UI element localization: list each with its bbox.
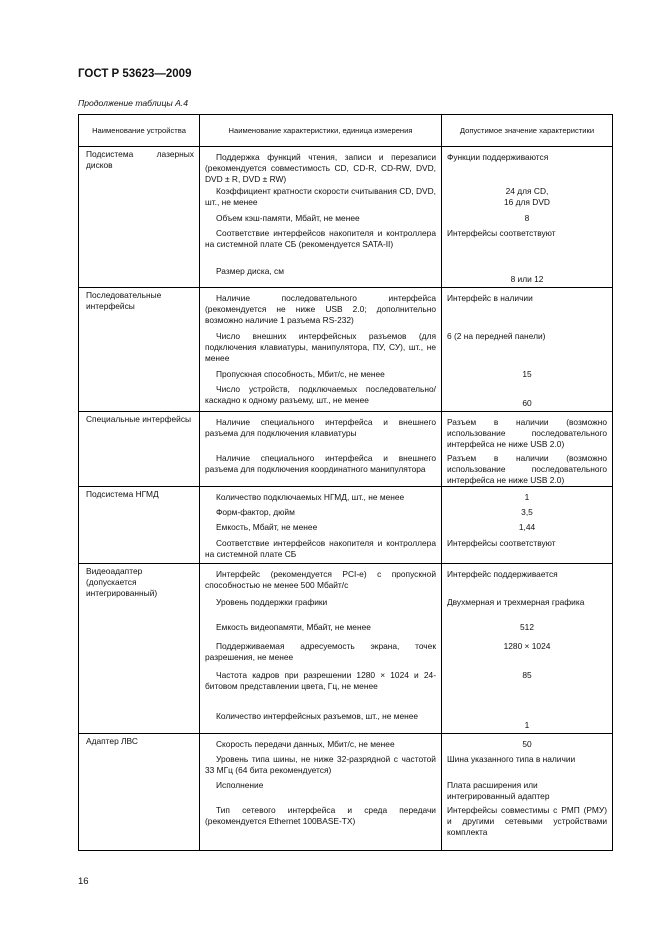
characteristic-text: Наличие последовательного интерфейса (рекомендуется не ниже USB 2.0; дополнительно возможно наличие 1 разъема RS-232) bbox=[205, 293, 436, 325]
value-text: Интерфейсы соответствуют bbox=[447, 228, 556, 238]
characteristic-text: Емкость, Мбайт, не менее bbox=[216, 522, 318, 532]
value-text: 85 bbox=[522, 670, 532, 680]
characteristics-cell bbox=[200, 564, 442, 734]
device-name-cell: Специальные интерфейсы bbox=[79, 412, 200, 487]
value-text: 8 или 12 bbox=[510, 274, 544, 284]
value-text: 512 bbox=[520, 622, 534, 632]
values-cell bbox=[442, 288, 613, 412]
value-text: Двухмерная и трехмерная графика bbox=[447, 597, 585, 607]
value-text: 1 bbox=[524, 492, 530, 502]
characteristic-text: Частота кадров при разрешении 1280 × 1024 и 24-битовом представлении цвета, Гц, не менее bbox=[205, 670, 436, 691]
table-row bbox=[79, 288, 613, 412]
characteristic-text: Соответствие интерфейсов накопителя и контроллера на системной плате СБ bbox=[205, 538, 436, 559]
device-name-cell: Подсистема НГМД bbox=[79, 487, 200, 564]
characteristic-text: Емкость видеопамяти, Мбайт, не менее bbox=[216, 622, 371, 632]
value-text: 3,5 bbox=[521, 507, 533, 517]
characteristic-text: Форм-фактор, дюйм bbox=[216, 507, 295, 517]
table-row bbox=[79, 564, 613, 734]
value-text: 15 bbox=[522, 369, 532, 379]
specification-table bbox=[78, 114, 613, 851]
characteristics-cell bbox=[200, 147, 442, 288]
value-text: Плата расширения или интегрированный адаптер bbox=[447, 780, 550, 801]
value-text: Интерфейс поддерживается bbox=[447, 569, 558, 579]
value-text: Интерфейсы соответствуют bbox=[447, 538, 556, 548]
value-text: 60 bbox=[522, 398, 532, 408]
value-text: 50 bbox=[522, 739, 532, 749]
characteristic-text: Наличие специального интерфейса и внешнего разъема для подключения координатного манипулятора bbox=[205, 453, 436, 474]
value-text: Функции поддерживаются bbox=[447, 152, 549, 162]
characteristic-text: Пропускная способность, Мбит/с, не менее bbox=[216, 369, 385, 379]
table-row bbox=[79, 412, 613, 487]
characteristic-text: Размер диска, см bbox=[216, 266, 284, 276]
characteristic-text: Поддерживаемая адресуемость экрана, точек разрешения, не менее bbox=[205, 641, 436, 662]
characteristics-cell bbox=[200, 288, 442, 412]
characteristic-text: Исполнение bbox=[216, 780, 264, 790]
table-row bbox=[79, 487, 613, 564]
value-text: Шина указанного типа в наличии bbox=[447, 754, 576, 764]
characteristics-cell bbox=[200, 412, 442, 487]
device-name-cell: Видеоадаптер (допускается интегрированный) bbox=[79, 564, 200, 734]
characteristic-text: Число внешних интерфейсных разъемов (для подключения клавиатуры, манипулятора, ПУ, СУ), шт., не менее bbox=[205, 331, 436, 363]
characteristic-text: Уровень поддержки графики bbox=[216, 597, 328, 607]
device-name-cell: Адаптер ЛВС bbox=[79, 734, 200, 851]
value-text: 6 (2 на передней панели) bbox=[447, 331, 546, 341]
table-header-row bbox=[79, 115, 613, 147]
characteristic-text: Коэффициент кратности скорости считывания CD, DVD, шт., не менее bbox=[205, 186, 437, 207]
characteristic-text: Скорость передачи данных, Мбит/с, не менее bbox=[216, 739, 395, 749]
value-text: 24 для CD, 16 для DVD bbox=[504, 186, 550, 207]
characteristic-text: Интерфейс (рекомендуется PCI-e) с пропускной способностью не менее 500 Мбайт/с bbox=[205, 569, 436, 590]
values-cell bbox=[442, 564, 613, 734]
characteristic-text: Соответствие интерфейсов накопителя и контроллера на системной плате СБ (рекомендуется SATA-II) bbox=[205, 228, 436, 249]
document-title: ГОСТ Р 53623—2009 bbox=[78, 68, 192, 80]
values-cell bbox=[442, 147, 613, 288]
characteristic-text: Поддержка функций чтения, записи и перезаписи (рекомендуется совместимость CD, CD-R, CD-RW, DVD, DVD ± R, DVD ± RW) bbox=[205, 152, 436, 184]
table-continuation-caption: Продолжение таблицы А.4 bbox=[78, 98, 188, 108]
characteristics-cell bbox=[200, 487, 442, 564]
value-text: Разъем в наличии (возможно использование последовательного интерфейса не ниже USB 2.0) bbox=[447, 453, 607, 485]
value-text: Разъем в наличии (возможно использование последовательного интерфейса не ниже USB 2.0) bbox=[447, 417, 607, 449]
characteristic-text: Объем кэш-памяти, Мбайт, не менее bbox=[216, 213, 360, 223]
values-cell bbox=[442, 487, 613, 564]
value-text: 1,44 bbox=[518, 522, 536, 532]
value-text: 1280 × 1024 bbox=[503, 641, 551, 651]
device-name-cell: Подсистема лазерных дисков bbox=[79, 147, 200, 288]
column-header-characteristic: Наименование характеристики, единица измерения bbox=[200, 115, 442, 147]
values-cell bbox=[442, 412, 613, 487]
value-text: Интерфейс в наличии bbox=[447, 293, 533, 303]
value-text: 1 bbox=[524, 720, 530, 730]
characteristic-text: Количество подключаемых НГМД, шт., не менее bbox=[216, 492, 405, 502]
characteristic-text: Количество интерфейсных разъемов, шт., не менее bbox=[216, 711, 419, 721]
value-text: 8 bbox=[524, 213, 530, 223]
value-text: Интерфейсы совместимы с РМП (РМУ) и другими сетевыми устройствами комплекта bbox=[447, 805, 607, 837]
column-header-device: Наименование устройства bbox=[79, 115, 200, 147]
table-row bbox=[79, 734, 613, 851]
characteristic-text: Число устройств, подключаемых последовательно/каскадно к одному разъему, шт., не менее bbox=[205, 384, 436, 405]
table-row bbox=[79, 147, 613, 288]
characteristic-text: Уровень типа шины, не ниже 32-разрядной с частотой 33 МГц (64 бита рекомендуется) bbox=[205, 754, 436, 775]
characteristics-cell bbox=[200, 734, 442, 851]
values-cell bbox=[442, 734, 613, 851]
characteristic-text: Наличие специального интерфейса и внешнего разъема для подключения клавиатуры bbox=[205, 417, 436, 438]
column-header-value: Допустимое значение характеристики bbox=[442, 115, 613, 147]
characteristic-text: Тип сетевого интерфейса и среда передачи (рекомендуется Ethernet 100BASE-TX) bbox=[205, 805, 436, 826]
page-number: 16 bbox=[78, 876, 89, 887]
device-name-cell: Последовательные интерфейсы bbox=[79, 288, 200, 412]
